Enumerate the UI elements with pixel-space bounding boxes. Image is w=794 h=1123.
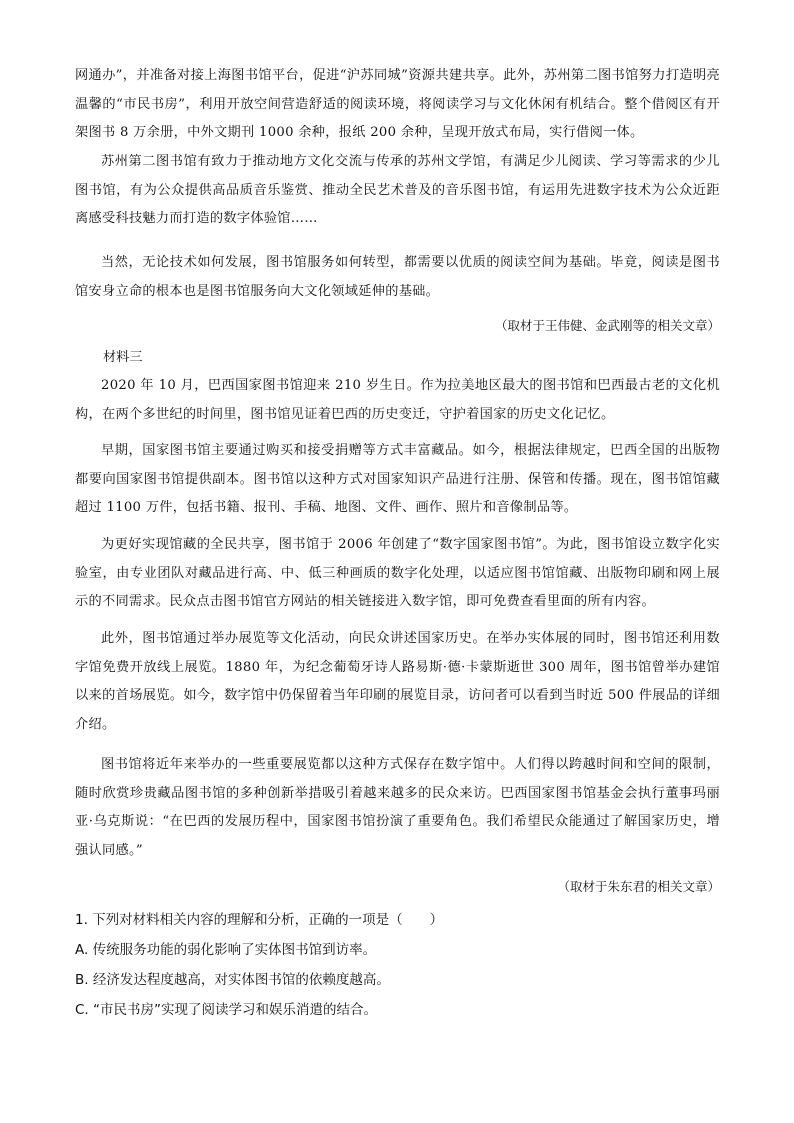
question-stem: 1. 下列对材料相关内容的理解和分析，正确的一项是（ ） [75,912,444,928]
material3-paragraph-3: 为更好实现馆藏的全民共享，图书馆于 2006 年创建了“数字国家图书馆”。为此，图书馆设立数字化实验室，由专业团队对藏品进行高、中、低三种画质的数字化处理，以适应图书馆馆藏、出版物印刷和网上展示的不同需求。民众点击图书馆官方网站的相关链接进入数字馆，即可免费查看里面的所有内容。 [75,537,720,610]
material2-paragraph-3: 当然，无论技术如何发展，图书馆服务如何转型，都需要以优质的阅读空间为基础。毕竟，阅读是图书馆安身立命的根本也是图书馆服务向大文化领域延伸的基础。 [75,255,720,299]
material3-heading: 材料三 [103,350,143,365]
material2-paragraph-2: 苏州第二图书馆有致力于推动地方文化交流与传承的苏州文学馆，有满足少儿阅读、学习等需求的少儿图书馆，有为公众提供高品质音乐鉴赏、推动全民艺术普及的音乐图书馆，有运用先进数字技术为公众近距离感受科技魅力而打造的数字体验馆…… [75,154,720,227]
option-a[interactable]: A. 传统服务功能的弱化影响了实体图书馆到访率。 [75,942,377,958]
material3-paragraph-1: 2020 年 10 月，巴西国家图书馆迎来 210 岁生日。作为拉美地区最大的图书馆和巴西最古老的文化机构，在两个多世纪的时间里，图书馆见证着巴西的历史变迁，守护着国家的历史文化记忆。 [75,378,720,422]
material3-source-citation: （取材于朱东君的相关文章） [557,879,720,894]
material3-paragraph-5: 图书馆将近年来举办的一些重要展览都以这种方式保存在数字馆中。人们得以跨越时间和空间的限制，随时欣赏珍贵藏品图书馆的多种创新举措吸引着越来越多的民众来访。巴西国家图书馆基金会执行董事玛丽亚·乌克斯说：“在巴西的发展历程中，国家图书馆扮演了重要角色。我们希望民众能通过了解国家历史，增强认同感。” [75,757,720,858]
material2-source-citation: （取材于王伟健、金武刚等的相关文章） [494,318,720,333]
material2-paragraph-continued: 网通办”，并准备对接上海图书馆平台，促进“沪苏同城”资源共建共享。此外，苏州第二图书馆努力打造明亮温馨的“市民书房”，利用开放空间营造舒适的阅读环境，将阅读学习与文化休闲有机结合。整个借阅区有开架图书 8 万余册，中外文期刊 1000 余种，报纸 200 余种，呈现开放式布局，实行借阅一体。 [75,68,720,141]
material3-paragraph-4: 此外，图书馆通过举办展览等文化活动，向民众讲述国家历史。在举办实体展的同时，图书馆还利用数字馆免费开放线上展览。1880 年，为纪念葡萄牙诗人路易斯·德·卡蒙斯逝世 300 周年，图书馆曾举办建馆以来的首场展览。如今，数字馆中仍保留着当年印刷的展览目录，访问者可以看到当时近 500 件展品的详细介绍。 [75,631,720,732]
material3-paragraph-2: 早期，国家图书馆主要通过购买和接受捐赠等方式丰富藏品。如今，根据法律规定，巴西全国的出版物都要向国家图书馆提供副本。图书馆以这种方式对国家知识产品进行注册、保管和传播。现在，图书馆馆藏超过 1100 万件，包括书籍、报刊、手稿、地图、文件、画作、照片和音像制品等。 [75,443,720,516]
option-c[interactable]: C. “市民书房”实现了阅读学习和娱乐消遣的结合。 [75,1002,377,1018]
option-b[interactable]: B. 经济发达程度越高，对实体图书馆的依赖度越高。 [75,972,390,988]
